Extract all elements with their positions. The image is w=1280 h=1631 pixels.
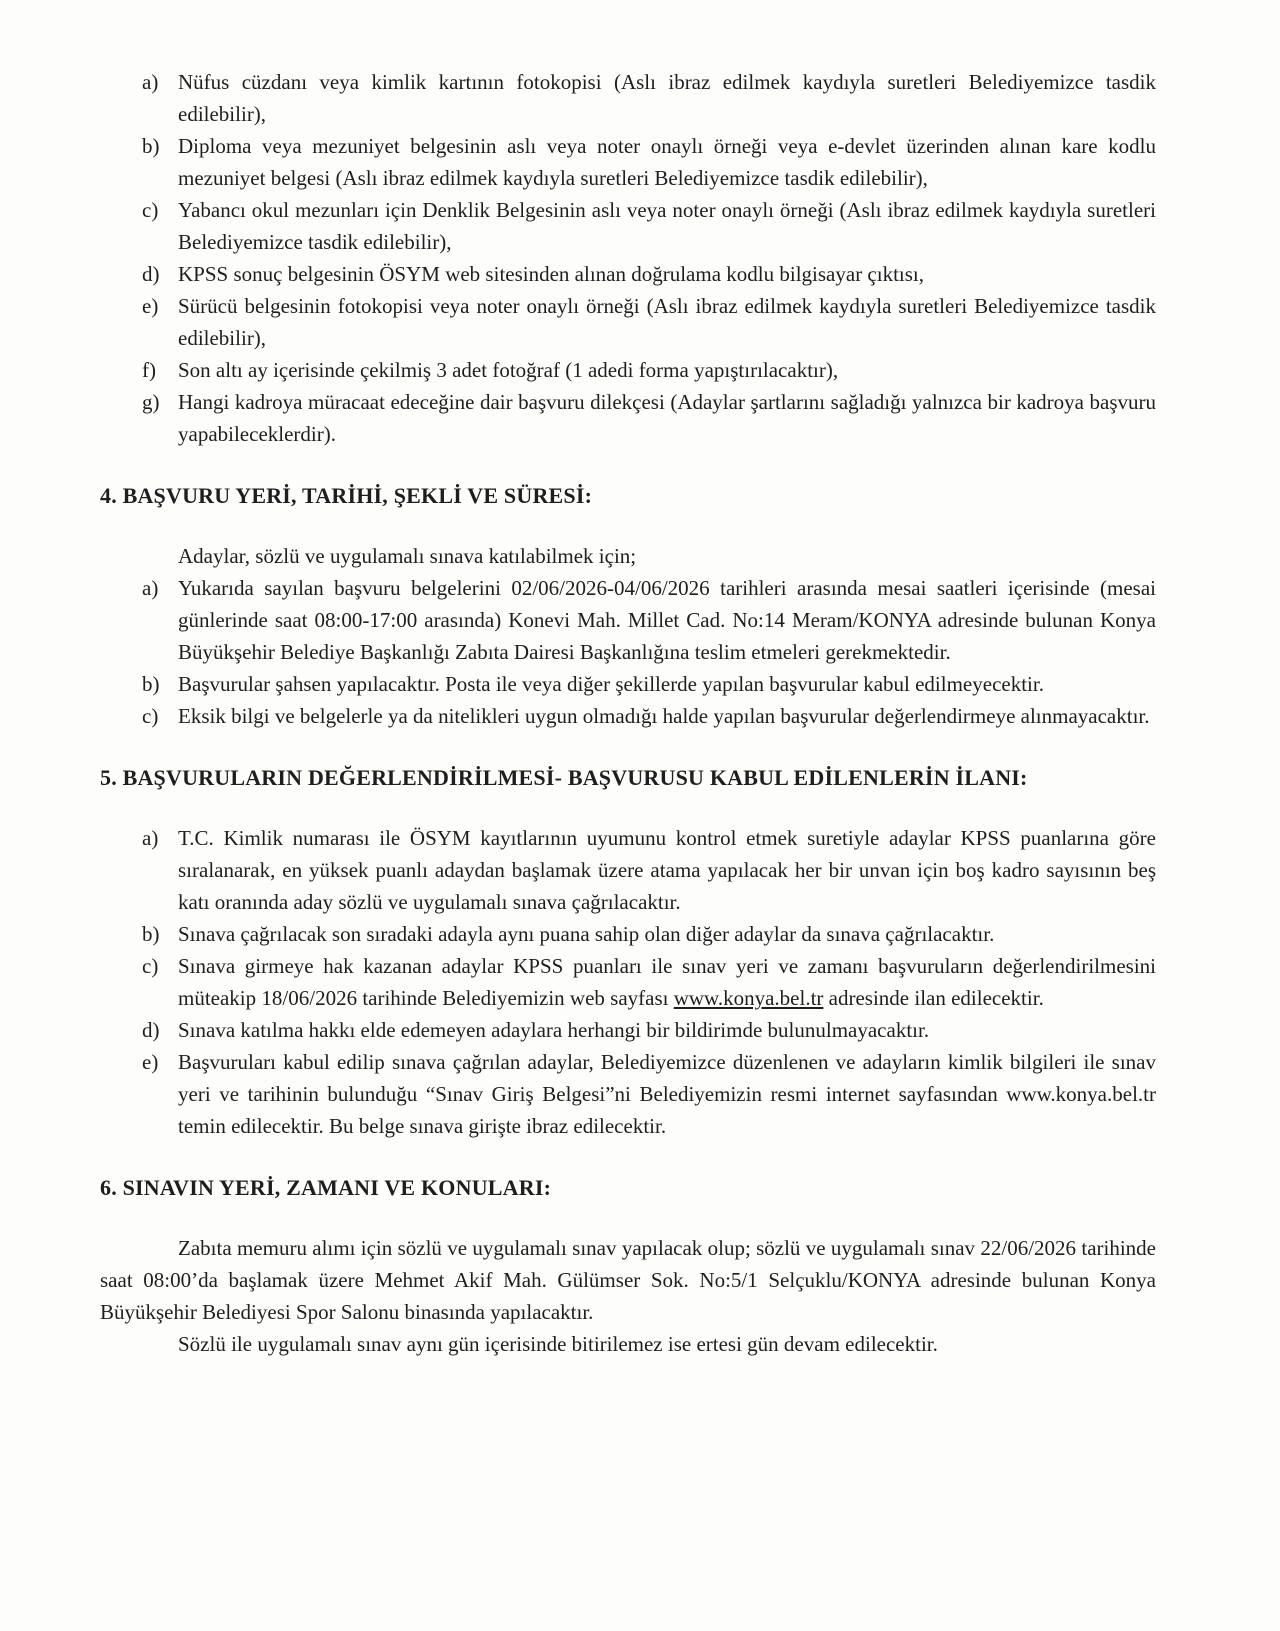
item-marker: a) bbox=[142, 70, 159, 94]
item-marker: g) bbox=[142, 390, 160, 414]
item-marker: b) bbox=[142, 672, 160, 696]
item-marker: c) bbox=[142, 198, 159, 222]
attachment-item-d bbox=[100, 258, 1156, 290]
section-4-item-c bbox=[100, 700, 1156, 732]
attachments-list bbox=[100, 66, 1156, 450]
section-4-list bbox=[100, 572, 1156, 732]
attachment-item-b bbox=[100, 130, 1156, 194]
item-marker: c) bbox=[142, 704, 159, 728]
section-5-item-e bbox=[100, 1046, 1156, 1142]
section-6-paragraph-1: Zabıta memuru alımı için sözlü ve uygulamalı sınav yapılacak olup; sözlü ve uygulamalı sınav 22/06/2026 tarihinde saat 08:00’da başlamak üzere Mehmet Akif Mah. Gülümser Sok. No:5/1 Selçuklu/KONYA adresinde bulunan Konya Büyükşehir Belediyesi Spor Salonu binasında yapılacaktır. bbox=[100, 1236, 1156, 1324]
section-4-intro: Adaylar, sözlü ve uygulamalı sınava katılabilmek için; bbox=[178, 544, 637, 568]
section-5-item-c bbox=[100, 950, 1156, 1014]
item-text-after-link: adresinde ilan edilecektir. bbox=[823, 986, 1044, 1010]
item-marker: a) bbox=[142, 826, 159, 850]
section-5-item-a bbox=[100, 822, 1156, 918]
item-marker: c) bbox=[142, 954, 159, 978]
item-text: Sürücü belgesinin fotokopisi veya noter onaylı örneği (Aslı ibraz edilmek kaydıyla suretleri Belediyemizce tasdik edilebilir), bbox=[178, 294, 1156, 350]
section-6-paragraph-2: Sözlü ile uygulamalı sınav aynı gün içerisinde bitirilemez ise ertesi gün devam edilecektir. bbox=[178, 1332, 938, 1356]
item-marker: e) bbox=[142, 1050, 159, 1074]
item-text: Yukarıda sayılan başvuru belgelerini 02/06/2026-04/06/2026 tarihleri arasında mesai saatleri içerisinde (mesai günlerinde saat 08:00-17:00 arasında) Konevi Mah. Millet Cad. No:14 Meram/KONYA adresinde bulunan Konya Büyükşehir Belediye Başkanlığı Zabıta Dairesi Başkanlığına teslim etmeleri gerekmektedir. bbox=[178, 576, 1156, 664]
item-marker: a) bbox=[142, 576, 159, 600]
item-text: Son altı ay içerisinde çekilmiş 3 adet fotoğraf (1 adedi forma yapıştırılacaktır), bbox=[178, 358, 839, 382]
item-text: Sınava katılma hakkı elde edemeyen adaylara herhangi bir bildirimde bulunulmayacaktır. bbox=[178, 1018, 930, 1042]
item-text: Başvurular şahsen yapılacaktır. Posta ile veya diğer şekillerde yapılan başvurular kabul edilmeyecektir. bbox=[178, 672, 1044, 696]
item-text: Sınava çağrılacak son sıradaki adayla aynı puana sahip olan diğer adaylar da sınava çağrılacaktır. bbox=[178, 922, 995, 946]
item-text: T.C. Kimlik numarası ile ÖSYM kayıtlarının uyumunu kontrol etmek suretiyle adaylar KPSS puanlarına göre sıralanarak, en yüksek puanlı adaydan başlamak üzere atama yapılacak her bir unvan için boş kadro sayısının beş katı oranında aday sözlü ve uygulamalı sınava çağrılacaktır. bbox=[178, 826, 1156, 914]
item-text-before-link: Sınava girmeye hak kazanan adaylar KPSS puanları ile sınav yeri ve zamanı başvuruların değerlendirilmesini müteakip 18/06/2026 tarihinde Belediyemizin web sayfası bbox=[178, 954, 1156, 1010]
section-5-list bbox=[100, 822, 1156, 1142]
item-text: Nüfus cüzdanı veya kimlik kartının fotokopisi (Aslı ibraz edilmek kaydıyla suretleri Belediyemizce tasdik edilebilir), bbox=[178, 70, 1156, 126]
item-text: KPSS sonuç belgesinin ÖSYM web sitesinden alınan doğrulama kodlu bilgisayar çıktısı, bbox=[178, 262, 925, 286]
section-6-heading: 6. SINAVIN YERİ, ZAMANI VE KONULARI: bbox=[100, 1175, 552, 1200]
item-marker: b) bbox=[142, 134, 160, 158]
item-marker: b) bbox=[142, 922, 160, 946]
item-marker: d) bbox=[142, 262, 160, 286]
attachment-item-f bbox=[100, 354, 1156, 386]
item-marker: d) bbox=[142, 1018, 160, 1042]
item-text bbox=[178, 950, 1156, 1014]
section-4-item-a bbox=[100, 572, 1156, 668]
item-text: Diploma veya mezuniyet belgesinin aslı veya noter onaylı örneği veya e-devlet üzerinden alınan kare kodlu mezuniyet belgesi (Aslı ibraz edilmek kaydıyla suretleri Belediyemizce tasdik edilebilir), bbox=[178, 134, 1156, 190]
item-text: Yabancı okul mezunları için Denklik Belgesinin aslı veya noter onaylı örneği (Aslı ibraz edilmek kaydıyla suretleri Belediyemizce tasdik edilebilir), bbox=[178, 198, 1156, 254]
item-marker: e) bbox=[142, 294, 159, 318]
attachment-item-c bbox=[100, 194, 1156, 258]
attachment-item-a bbox=[100, 66, 1156, 130]
item-text: Başvuruları kabul edilip sınava çağrılan adaylar, Belediyemizce düzenlenen ve adayların kimlik bilgileri ile sınav yeri ve tarihinin bulunduğu “Sınav Giriş Belgesi”ni Belediyemizin resmi internet sayfasından www.konya.bel.tr temin edilecektir. Bu belge sınava girişte ibraz edilecektir. bbox=[178, 1050, 1156, 1138]
section-5-item-b bbox=[100, 918, 1156, 950]
section-5-heading: 5. BAŞVURULARIN DEĞERLENDİRİLMESİ- BAŞVURUSU KABUL EDİLENLERİN İLANI: bbox=[100, 765, 1028, 790]
item-marker: f) bbox=[142, 358, 156, 382]
attachment-item-g bbox=[100, 386, 1156, 450]
section-5-item-d bbox=[100, 1014, 1156, 1046]
item-text: Hangi kadroya müracaat edeceğine dair başvuru dilekçesi (Adaylar şartlarını sağladığı yalnızca bir kadroya başvuru yapabileceklerdir). bbox=[178, 390, 1156, 446]
section-4-item-b bbox=[100, 668, 1156, 700]
item-text: Eksik bilgi ve belgelerle ya da nitelikleri uygun olmadığı halde yapılan başvurular değerlendirmeye alınmayacaktır. bbox=[178, 704, 1150, 728]
konya-website-link[interactable]: www.konya.bel.tr bbox=[673, 986, 824, 1010]
attachment-item-e bbox=[100, 290, 1156, 354]
section-4-heading: 4. BAŞVURU YERİ, TARİHİ, ŞEKLİ VE SÜRESİ: bbox=[100, 483, 593, 508]
